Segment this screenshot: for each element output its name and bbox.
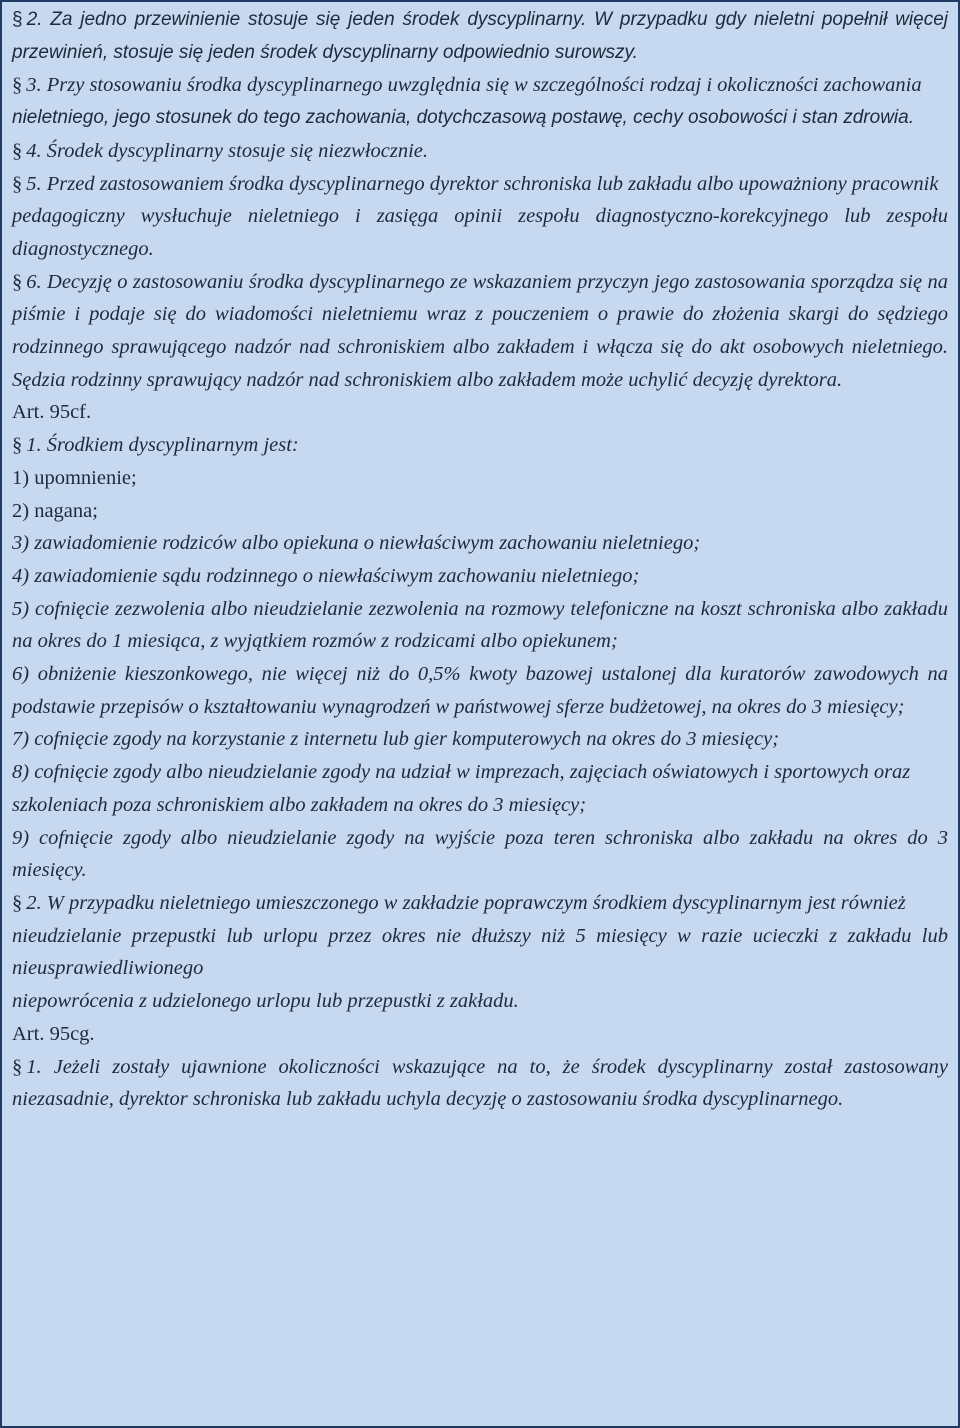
paragraph-text: niepowrócenia z udzielonego urlopu lub przepustki z zakładu. [12, 990, 519, 1013]
paragraph-3-continued [12, 102, 948, 135]
list-item-5 [12, 593, 948, 658]
list-item-text: 4) zawiadomienie sądu rodzinnego o niewłaściwym zachowaniu nieletniego; [12, 564, 640, 587]
section-symbol: § [12, 891, 23, 914]
paragraph-text: pedagogiczny wysłuchuje nieletniego i zasięga opinii zespołu diagnostyczno-korekcyjnego lub zespołu diagnostycznego. [12, 205, 948, 260]
paragraph-text: 4. Środek dyscyplinarny stosuje się niezwłocznie. [26, 139, 429, 162]
section-symbol: § [12, 434, 23, 457]
list-item-1 [12, 462, 948, 495]
list-item-text: 7) cofnięcie zgody na korzystanie z internetu lub gier komputerowych na okres do 3 miesięcy; [12, 728, 780, 751]
list-item-9 [12, 822, 948, 887]
paragraph-text: 1. Środkiem dyscyplinarnym jest: [26, 434, 299, 457]
paragraph-text: nieudzielanie przepustki lub urlopu przez okres nie dłuższy niż 5 miesięcy w razie ucieczki z zakładu lub nieusprawiedliwionego [12, 924, 948, 980]
article-heading-text: Art. 95cg. [12, 1022, 95, 1045]
list-item-text: 9) cofnięcie zgody albo nieudzielanie zgody na wyjście poza teren schroniska albo zakładu na okres do 3 miesięcy. [12, 826, 948, 882]
paragraph-text: 5. Przed zastosowaniem środka dyscyplinarnego dyrektor schroniska lub zakładu albo upoważniony pracownik [26, 172, 939, 195]
section-symbol: § [12, 172, 23, 195]
paragraph-text: 2. Za jedno przewinienie stosuje się jeden środek dyscyplinarny. W przypadku gdy nieletni popełnił więcej przewinień, stosuje się jeden środek dyscyplinarny odpowiednio surowszy. [12, 9, 948, 63]
paragraph-6 [12, 266, 948, 397]
list-item-text: 1) upomnienie; [12, 466, 137, 489]
section-symbol: § [12, 139, 23, 162]
paragraph-95cf-2 [12, 887, 948, 920]
paragraph-text: 3. Przy stosowaniu środka dyscyplinarnego uwzględnia się w szczególności rodzaj i okoliczności zachowania [26, 74, 922, 97]
section-symbol: § [12, 9, 23, 30]
paragraph-95cg-1 [12, 1051, 948, 1116]
paragraph-5 [12, 168, 948, 201]
paragraph-95cf-2-continued [12, 920, 948, 985]
paragraph-5-continued [12, 200, 948, 265]
list-item-text: 8) cofnięcie zgody albo nieudzielanie zgody na udział w imprezach, zajęciach oświatowych i sportowych oraz [12, 761, 911, 784]
section-symbol: § [12, 74, 23, 97]
list-item-text: szkoleniach poza schroniskiem albo zakładem na okres do 3 miesięcy; [12, 793, 587, 816]
list-item-4 [12, 560, 948, 593]
list-item-8-continued [12, 789, 948, 822]
article-heading-95cg [12, 1018, 948, 1051]
paragraph-text: 1. Jeżeli zostały ujawnione okoliczności wskazujące na to, że środek dyscyplinarny został zastosowany niezasadnie, dyrektor schroniska lub zakładu uchyla decyzję o zastosowaniu środka dyscyplinarnego. [12, 1055, 948, 1111]
paragraph-2 [12, 4, 948, 69]
paragraph-95cf-1 [12, 429, 948, 462]
list-item-text: 5) cofnięcie zezwolenia albo nieudzielanie zezwolenia na rozmowy telefoniczne na koszt schroniska albo zakładu na okres do 1 miesiąca, z wyjątkiem rozmów z rodzicami albo opiekunem; [12, 597, 948, 653]
article-heading-95cf [12, 396, 948, 429]
list-item-text: 3) zawiadomienie rodziców albo opiekuna o niewłaściwym zachowaniu nieletniego; [12, 532, 701, 555]
list-item-6 [12, 658, 948, 723]
list-item-2 [12, 495, 948, 528]
paragraph-95cf-2-end [12, 985, 948, 1018]
list-item-text: 6) obniżenie kieszonkowego, nie więcej niż do 0,5% kwoty bazowej ustalonej dla kuratorów zawodowych na podstawie przepisów o kształtowaniu wynagrodzeń w państwowej sferze budżetowej, na okres do 3 miesięcy; [12, 663, 948, 718]
article-heading-text: Art. 95cf. [12, 401, 92, 424]
list-item-8 [12, 756, 948, 789]
paragraph-text: 2. W przypadku nieletniego umieszczonego w zakładzie poprawczym środkiem dyscyplinarnym jest również [26, 891, 906, 914]
list-item-7 [12, 723, 948, 756]
list-item-3 [12, 527, 948, 560]
section-symbol: § [12, 1055, 23, 1078]
list-item-text: 2) nagana; [12, 499, 98, 522]
paragraph-text: 6. Decyzję o zastosowaniu środka dyscyplinarnego ze wskazaniem przyczyn jego zastosowania sporządza się na piśmie i podaje się do wiadomości nieletniemu wraz z pouczeniem o prawie do złożenia skargi do sędziego rodzinnego sprawującego nadzór nad schroniskiem albo zakładem i włącza się do akt osobowych nieletniego. Sędzia rodzinny sprawujący nadzór nad schroniskiem albo zakładem może uchylić decyzję dyrektora. [12, 270, 948, 391]
paragraph-text: nieletniego, jego stosunek do tego zachowania, dotychczasową postawę, cechy osobowości i stan zdrowia. [12, 107, 914, 129]
paragraph-3 [12, 69, 948, 102]
paragraph-4 [12, 135, 948, 168]
section-symbol: § [12, 270, 23, 293]
